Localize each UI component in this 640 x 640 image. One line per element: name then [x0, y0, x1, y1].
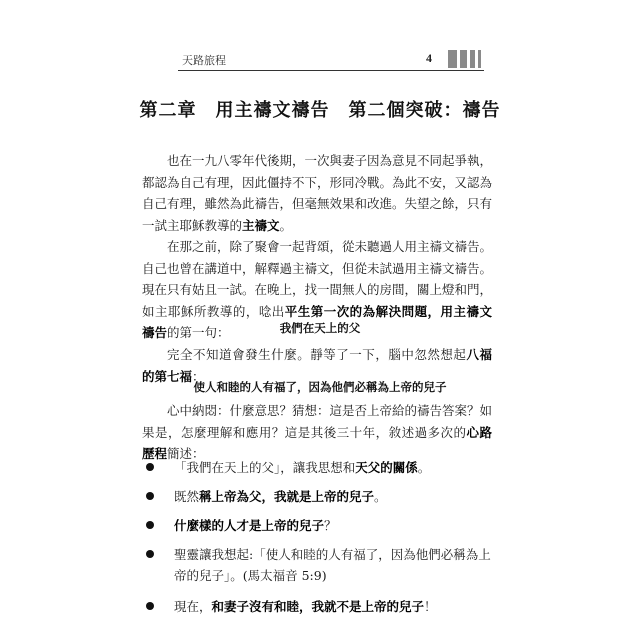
emphasis-text: 主禱文: [242, 217, 280, 233]
decoration-bar: [478, 50, 481, 68]
decoration-bar: [470, 50, 475, 68]
page-number: 4: [426, 51, 432, 65]
item-emphasis: 天父的關係: [355, 460, 418, 475]
paragraph-text: 心中納悶：什麼意思？猜想：這是否上帝給的禱告答案？如果是，怎麼理解和應用？這是其後三十年，敘述過多次的: [142, 403, 493, 440]
decoration-bar: [460, 50, 467, 68]
item-text: 聖靈讓我想起:「使人和睦的人有福了，因為他們必稱為上帝的兒子」。(馬太福音 5:9): [174, 547, 491, 583]
paragraph-1: [142, 150, 492, 236]
list-item: [142, 457, 502, 478]
bullet-icon: [146, 492, 154, 500]
paragraph-end: 的第一句：: [167, 325, 230, 340]
item-text: 既然: [174, 489, 200, 504]
bullet-icon: [146, 602, 154, 610]
item-text: 現在，: [174, 599, 212, 614]
header-decoration-bars: [448, 50, 488, 68]
paragraph-end: 簡述：: [167, 446, 205, 461]
list-item: [142, 544, 502, 586]
item-end: ？: [324, 518, 337, 533]
bullet-icon: [146, 550, 154, 558]
paragraph-end: 。: [279, 217, 293, 233]
item-end: 。: [374, 489, 387, 504]
paragraph-text: 在那之前，除了聚會一起背頌，從未聽過人用主禱文禱告。自己也曾在講道中，解釋過主禱文，但從未試過用主禱文禱告。現在只有姑且一試。在晚上，找一間無人的房間，關上燈和門，如主耶穌所教導的，唸出: [142, 239, 493, 319]
prayer-quote: 我們在天上的父: [279, 321, 361, 335]
running-header: [178, 48, 484, 71]
paragraph-4: [142, 400, 492, 465]
reflection-list: [142, 457, 502, 625]
decoration-bar: [448, 50, 457, 68]
chapter-title: 第二章 用主禱文禱告 第二個突破：禱告: [139, 100, 501, 121]
paragraph-text: 也在一九八零年代後期，一次與妻子因為意見不同起爭執，都認為自己有理，因此僵持不下，形同冷戰。為此不安，又認為自己有理，雖然為此禱告，但毫無效果和改進。失望之餘，只有一試主耶穌教導的: [142, 153, 493, 233]
beatitude-quote: 使人和睦的人有福了，因為他們必稱為上帝的兒子: [193, 380, 447, 394]
list-item: [142, 486, 502, 507]
item-emphasis: 什麼樣的人才是上帝的兒子: [174, 518, 325, 533]
paragraph-text: 完全不知道會發生什麼。靜等了一下，腦中忽然想起: [167, 347, 467, 362]
item-emphasis: 和妻子沒有和睦，我就不是上帝的兒子: [211, 599, 425, 614]
item-text: 「我們在天上的父」，讓我思想和: [174, 460, 356, 475]
item-end: ！: [424, 599, 437, 614]
paragraph-end: ：: [192, 368, 205, 384]
item-emphasis: 稱上帝為父，我就是上帝的兒子: [199, 489, 375, 504]
bullet-icon: [146, 463, 154, 471]
list-item: [142, 596, 502, 617]
item-end: 。: [417, 460, 431, 475]
emphasis-text: 心路歷程: [142, 424, 492, 461]
bullet-icon: [146, 521, 154, 529]
book-title: 天路旅程: [182, 54, 226, 67]
list-item: [142, 515, 502, 536]
emphasis-text: 平生第一次的為解決問題，用主禱文禱告: [142, 303, 492, 340]
emphasis-text: 八福的第七福: [142, 347, 492, 384]
